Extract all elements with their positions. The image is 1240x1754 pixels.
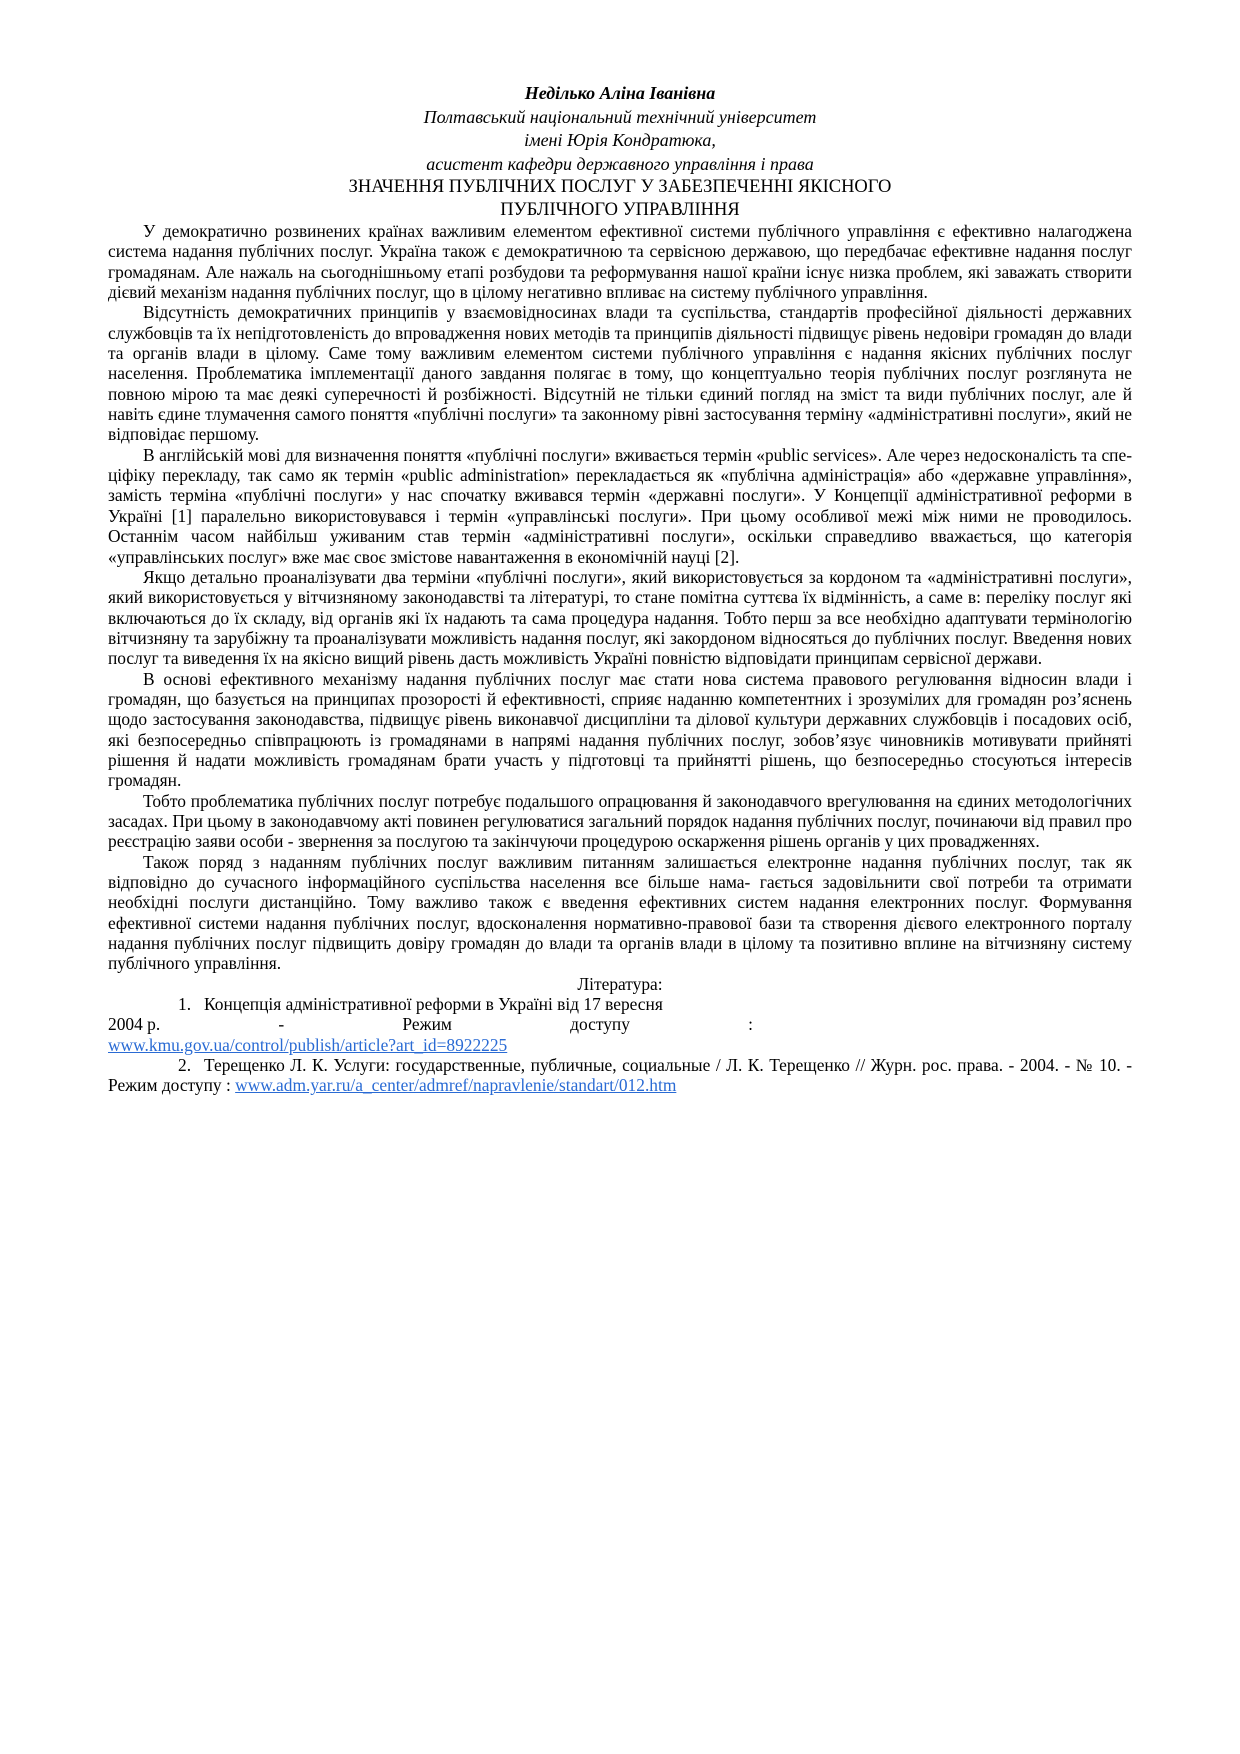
paper-title-line-1: ЗНАЧЕННЯ ПУБЛІЧНИХ ПОСЛУГ У ЗАБЕЗПЕЧЕННІ ЯКІСНОГО (348, 177, 892, 197)
reference-2-number: 2. (178, 1055, 192, 1076)
affiliation-line-1: Полтавський національний технічний університет (423, 106, 817, 127)
reference-1-colon: : (748, 1014, 753, 1035)
affiliation-line-2: імені Юрія Кондратюка, (524, 130, 716, 150)
reference-1-access-word-2: доступу (570, 1014, 630, 1035)
reference-1-text: Концепція адміністративної реформи в Україні від 17 вересня (204, 994, 663, 1015)
reference-2-text: Терещенко Л. К. Услуги: государственные, публичные, социальные / Л. К. Терещенко // Журн. рос. права. - 2004. - № 10. - Режим доступу : (108, 1055, 1132, 1096)
author-position: асистент кафедри державного управління і права (426, 153, 814, 174)
paragraph-1: У демократично розвинених країнах важливим елементом ефективної системи публічного управління є ефективно налагоджена система надання публічних послуг. Україна також є демократичною та сервісною державою, що передбачає ефективне надання послуг громадянам. Але нажаль на сьогоднішньому етапі розбудови та реформування нашої країни існує низка проблем, які заважать створити дієвий механізм надання публічних послуг, що в цілому негативно впливає на систему публічного управління. (108, 221, 1132, 303)
literature-heading: Література: (577, 973, 663, 994)
reference-2-link[interactable]: www.adm.yar.ru/a_center/admref/napravlenie/standart/012.htm (235, 1075, 677, 1096)
document-body (108, 221, 1132, 974)
reference-1-year: 2004 р. (108, 1014, 161, 1035)
paragraph-7: Також поряд з наданням публічних послуг важливим питанням залишається електронне надання публічних послуг, так як відповідно до сучасного інформаційного суспільства населення все більше нама- гається задовільнити свої потреби та отримати необхідні послуги дистанційно. Тому важливо також є введення ефективних систем надання електронних послуг. Формування ефективної системи надання публічних послуг, вдосконалення нормативно-правової бази та створення дієвого електронного порталу надання публічних послуг підвищить довіру громадян до влади та органів влади в цілому та позитивно вплине на вітчизняну систему публічного управління. (108, 851, 1132, 974)
paper-title-line-2: ПУБЛІЧНОГО УПРАВЛІННЯ (500, 199, 740, 220)
reference-1-line-1 (108, 994, 1132, 1014)
paragraph-2: Відсутність демократичних принципів у взаємовідносинах влади та суспільства, стандартів професійної діяльності державних службовців та їх непідготовленість до впровадження нових методів та принципів діяльності підвищує рівень недовіри громадян до влади та органів влади в цілому. Саме тому важливим елементом системи публічного управління є надання якісних публічних послуг населення. Проблематика імплементації даного завдання полягає в тому, що концептуально теорія публічних послуг розглянута не повною мірою та має деякі суперечності й розбіжності. Відсутній не тільки єдиний погляд на зміст та види публічних послуг, але й навіть єдине тлумачення самого поняття «публічні послуги» та законному рівні застосування терміну «адміністративні послуги», який не відповідає першому. (108, 302, 1132, 445)
paragraph-6: Тобто проблематика публічних послуг потребує подальшого опрацювання й законодавчого врегулювання на єдиних методологічних засадах. При цьому в законодавчому акті повинен регулюватися загальний порядок надання публічних послуг, починаючи від правил про реєстрацію заяви особи - звернення за послугою та закінчуючи процедурою оскарження рішень органів у цих провадженнях. (108, 790, 1132, 852)
reference-1-link-line (108, 1035, 1132, 1055)
reference-1-number: 1. (178, 994, 192, 1015)
paragraph-3: В англійській мові для визначення поняття «публічні послуги» вживається термін «public services». Але через недосконалість та спе- ціфіку перекладу, так само як термін «public administration» перекладається як «публічна адміністрація» або «державне управління», замість терміна «публічні послуги» у нас спочатку вживався термін «державні послуги». У Концепції адміністративної реформи в Україні [1] паралельно використовувався і термін «управлінські послуги». При цьому особливої межі між ними не проводилось. Останнім часом найбільш уживаним став термін «адміністративні послуги», оскільки справедливо вважається, що категорія «управлінських послуг» вже має своє змістове навантаження в економічній науці [2]. (108, 444, 1132, 567)
reference-1-link[interactable]: www.kmu.gov.ua/control/publish/article?art_id=8922225 (108, 1034, 508, 1055)
paragraph-4: Якщо детально проаналізувати два терміни «публічні послуги», який використовується за кордоном та «адміністративні послуги», який використовується у вітчизняному законодавстві та літературі, то стане помітна суттєва їх відмінність, а саме в: переліку послуг які включаються до їх складу, від органів які їх надають та сама процедура надання. Тобто перш за все необхідно адаптувати термінологію вітчизняну та зарубіжну та проаналізувати можливість надання послуг, які закордоном відносяться до публічних послуг. Введення нових послуг та виведення їх на якісно вищий рівень дасть можливість Україні повністю відповідати принципам сервісної держави. (108, 566, 1132, 669)
document-header (108, 82, 1132, 176)
reference-1-access-word-1: Режим (402, 1014, 452, 1035)
literature-section (108, 974, 1132, 1096)
reference-1-line-2 (108, 1014, 753, 1034)
reference-2 (108, 1055, 1132, 1096)
paragraph-5: В основі ефективного механізму надання публічних послуг має стати нова система правового регулювання відносин влади і громадян, що базується на принципах прозорості й ефективності, сприяє наданню компетентних і зрозумілих для громадян роз’яснень щодо застосування законодавства, підвищує рівень виконавчої дисципліни та ділової культури державних службовців і посадових осіб, які безпосередньо співпрацюють із громадянами в напрямі надання публічних послуг, зобов’язує чиновників мотивувати прийняті рішення й надати можливість громадянам брати участь у підготовці та прийнятті рішень, що безпосередньо стосуються інтересів громадян. (108, 668, 1132, 791)
author-name: Неділько Аліна Іванівна (524, 83, 716, 103)
reference-1-dash: - (278, 1014, 285, 1035)
paper-title (108, 176, 1132, 221)
